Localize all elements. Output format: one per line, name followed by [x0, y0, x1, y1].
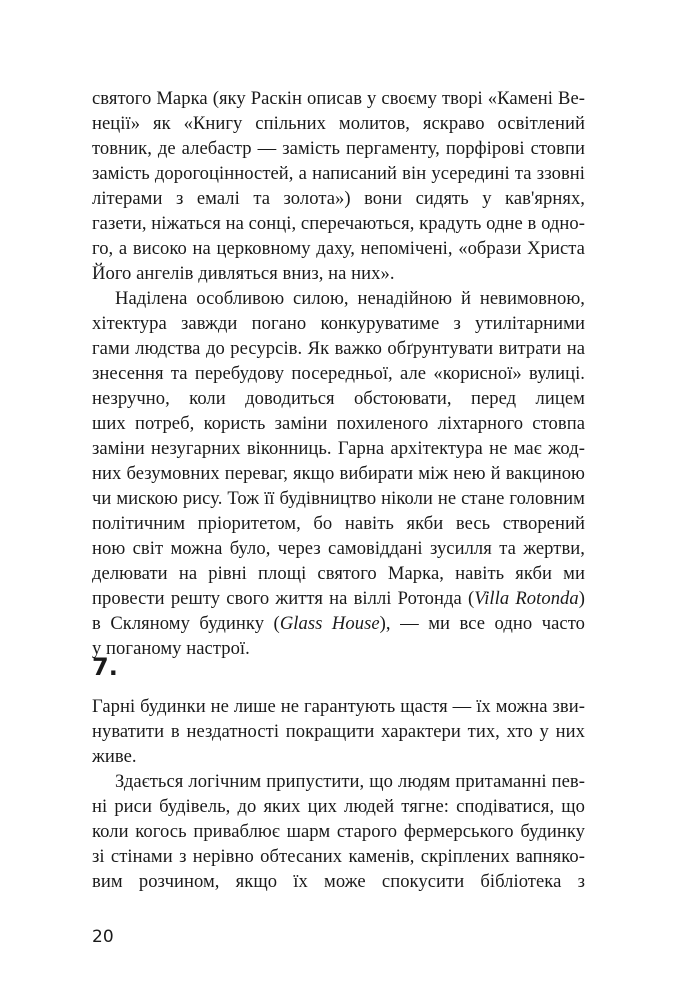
text-line: вим розчином, якщо їх може спокусити бібліотека з — [92, 871, 585, 892]
text-line: делювати на рівні площі святого Марка, навіть якби ми — [92, 563, 585, 584]
text-line: Здається логічним припустити, що людям притаманні пев- — [115, 771, 585, 792]
text-line: ною світ можна було, через самовіддані зусилля та жертви, — [92, 538, 585, 559]
text-line: го, а високо на церковному даху, непомічені, «образи Христа — [92, 238, 585, 259]
text-line: Наділена особливою силою, ненадійною й невимовною, — [115, 288, 585, 309]
text-line: знесення та перебудову посередньої, але «корисної» вулиці. — [92, 363, 585, 384]
text-line: неції» як «Книгу спільних молитов, яскраво освітлений — [92, 113, 585, 134]
text-line: святого Марка (яку Раскін описав у своєму творі «Камені Ве- — [92, 88, 585, 109]
italic-term: Villa Rotonda — [474, 588, 579, 609]
text-line-with-italic — [92, 613, 585, 635]
text-line: гами людства до ресурсів. Як важко обґрунтувати витрати на — [92, 338, 585, 359]
text-line-with-italic — [92, 588, 585, 610]
italic-term: Glass House — [279, 613, 380, 634]
text-line: нуватити в нездатності покращити характери тих, хто у них — [92, 721, 585, 742]
text-line: політичним пріоритетом, бо навіть якби весь створений — [92, 513, 585, 534]
text-span: ) — [578, 588, 585, 609]
text-line: живе. — [92, 746, 137, 767]
section-heading: 7. — [92, 653, 118, 681]
page-number: 20 — [92, 927, 114, 947]
text-line: у поганому настрої. — [92, 638, 250, 659]
text-line: газети, ніжаться на сонці, сперечаються, крадуть одне в одно- — [92, 213, 585, 234]
text-line: Гарні будинки не лише не гарантують щастя — їх можна зви- — [92, 696, 585, 717]
text-line: них безумовних переваг, якщо вибирати між нею й вакциною — [92, 463, 585, 484]
text-line: літерами з емалі та золота») вони сидять у кав'ярнях, — [92, 188, 585, 209]
text-line: ні риси будівель, до яких цих людей тягне: сподіватися, що — [92, 796, 585, 817]
text-line: товник, де алебастр — замість пергаменту, порфірові стовпи — [92, 138, 585, 159]
text-line: незручно, коли доводиться обстоювати, перед лицем — [92, 388, 585, 409]
text-line: зі стінами з нерівно обтесаних каменів, скріплених вапняко- — [92, 846, 585, 867]
text-line: ших потреб, користь заміни похиленого ліхтарного стовпа — [92, 413, 585, 434]
text-line: коли когось приваблює шарм старого фермерського будинку — [92, 821, 585, 842]
text-line: замість дорогоцінностей, а написаний він усередині та ззовні — [92, 163, 585, 184]
text-line: заміни незугарних віконниць. Гарна архітектура не має жод- — [92, 438, 585, 459]
text-line: чи мискою рису. Тож її будівництво ніколи не стане головним — [92, 488, 585, 509]
text-span: провести решту свого життя на віллі Ротонда ( — [92, 588, 475, 609]
text-span: ), — ми все одно часто — [379, 613, 585, 634]
text-line: Його ангелів дивляться вниз, на них». — [92, 263, 395, 284]
text-span: в Скляному будинку ( — [92, 613, 280, 634]
text-line: хітектура завжди погано конкуруватиме з утилітарними — [92, 313, 585, 334]
